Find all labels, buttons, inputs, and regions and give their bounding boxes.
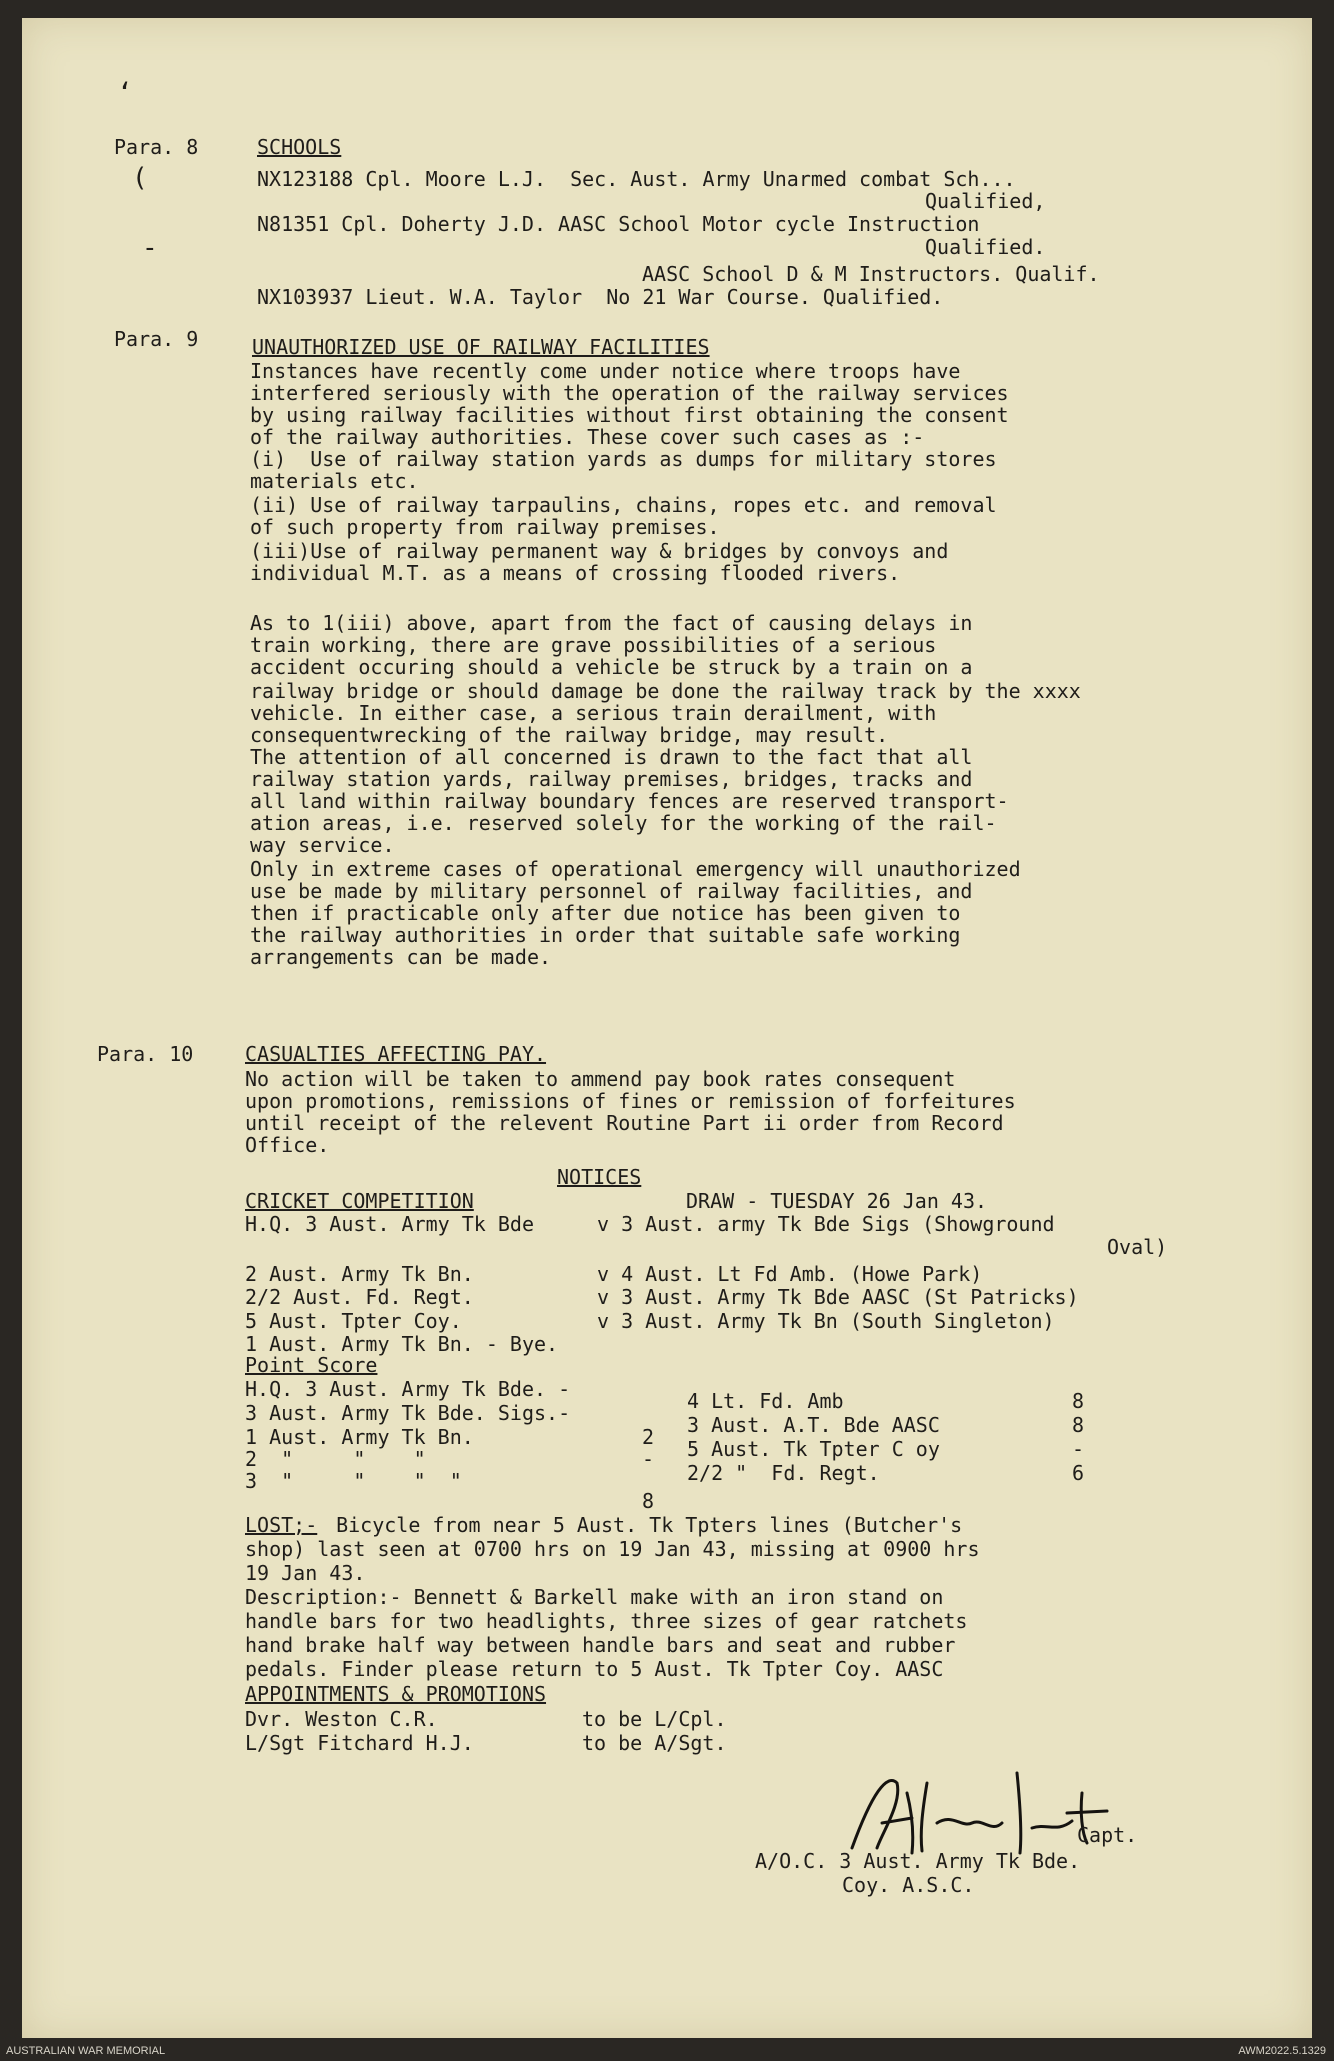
lost-line: pedals. Finder please return to 5 Aust. Tk Tpter Coy. AASC [245, 1657, 944, 1681]
points-left-team: 1 Aust. Army Tk Bn. [245, 1425, 474, 1449]
points-right-team: 2/2 " Fd. Regt. [687, 1461, 880, 1485]
points-right-team: 5 Aust. Tk Tpter C oy [687, 1437, 940, 1461]
para9-line: (i) Use of railway station yards as dumps for military stores [250, 447, 997, 471]
signature-title-2: Coy. A.S.C. [842, 1873, 975, 1897]
para9-line: As to 1(iii) above, apart from the fact of causing delays in [250, 611, 973, 635]
fixture-home: H.Q. 3 Aust. Army Tk Bde [245, 1212, 534, 1236]
para10-line: No action will be taken to ammend pay book rates consequent [245, 1067, 956, 1091]
para8-line: NX103937 Lieut. W.A. Taylor No 21 War Course. Qualified. [257, 285, 944, 309]
footer-left: AUSTRALIAN WAR MEMORIAL [6, 2045, 166, 2057]
lost-line: Description:- Bennett & Barkell make with an iron stand on [245, 1585, 944, 1609]
para9-line: Only in extreme cases of operational emergency will unauthorized [250, 857, 1021, 881]
fixture-home: 2/2 Aust. Fd. Regt. [245, 1285, 474, 1309]
para9-line: individual M.T. as a means of crossing flooded rivers. [250, 561, 901, 585]
fixture-away: Oval) [1107, 1235, 1168, 1259]
points-left-team: 2 " " " [245, 1447, 426, 1471]
para9-line: then if practicable only after due notice has been given to [250, 901, 961, 925]
points-left-team: 3 " " " " [245, 1469, 462, 1493]
para8-heading: SCHOOLS [257, 135, 342, 159]
para10-line: until receipt of the relevent Routine Part ii order from Record [245, 1111, 1004, 1135]
draw-heading: DRAW - TUESDAY 26 Jan 43. [686, 1189, 988, 1213]
para8-line: Qualified. [925, 235, 1046, 259]
para9-line: vehicle. In either case, a serious train derailment, with [250, 701, 937, 725]
points-right-score: 6 [1072, 1461, 1085, 1485]
para9-line: way service. [250, 833, 395, 857]
para9-line: consequentwrecking of the railway bridge, may result. [250, 723, 889, 747]
para9-line: interfered seriously with the operation of the railway services [250, 381, 1009, 405]
para9-line: train working, there are grave possibilities of a serious [250, 633, 937, 657]
points-right-score: 8 [1072, 1389, 1085, 1413]
appointment-rank: to be A/Sgt. [582, 1731, 727, 1755]
points-right-score: 8 [1072, 1413, 1085, 1437]
para9-line: Instances have recently come under notice where troops have [250, 359, 961, 383]
para10-heading: CASUALTIES AFFECTING PAY. [245, 1042, 547, 1066]
para9-line: railway station yards, railway premises, bridges, tracks and [250, 767, 973, 791]
para9-label: Para. 9 [114, 327, 199, 351]
para8-label: Para. 8 [114, 135, 199, 159]
para8-line: AASC School D & M Instructors. Qualif. [642, 262, 1100, 286]
para10-line: upon promotions, remissions of fines or remission of forfeitures [245, 1089, 1016, 1113]
points-left-score: - [642, 1447, 655, 1471]
appointment-name: Dvr. Weston C.R. [245, 1707, 438, 1731]
para9-line: (ii) Use of railway tarpaulins, chains, ropes etc. and removal [250, 493, 997, 517]
cricket-heading: CRICKET COMPETITION [245, 1189, 474, 1213]
points-right-score: - [1072, 1437, 1085, 1461]
para9-line: by using railway facilities without first obtaining the consent [250, 403, 1009, 427]
para8-line: Qualified, [925, 189, 1046, 213]
lost-line: shop) last seen at 0700 hrs on 19 Jan 43, missing at 0900 hrs [245, 1537, 980, 1561]
para9-line: accident occuring should a vehicle be struck by a train on a [250, 655, 973, 679]
margin-mark: ( [132, 163, 148, 193]
para9-line: materials etc. [250, 469, 419, 493]
points-heading: Point Score [245, 1353, 378, 1377]
appointments-heading: APPOINTMENTS & PROMOTIONS [245, 1682, 547, 1706]
fixture-away: v 3 Aust. Army Tk Bn (South Singleton) [597, 1309, 1055, 1333]
appointment-rank: to be L/Cpl. [582, 1707, 727, 1731]
document-page [22, 18, 1312, 2038]
fixture-home: 5 Aust. Tpter Coy. [245, 1309, 462, 1333]
lost-line: hand brake half way between handle bars and seat and rubber [245, 1633, 956, 1657]
para9-line: of such property from railway premises. [250, 515, 720, 539]
points-left-team: H.Q. 3 Aust. Army Tk Bde. - [245, 1377, 571, 1401]
para9-line: the railway authorities in order that suitable safe working [250, 923, 961, 947]
fixture-away: v 4 Aust. Lt Fd Amb. (Howe Park) [597, 1262, 983, 1286]
points-left-team: 3 Aust. Army Tk Bde. Sigs.- [245, 1401, 571, 1425]
para9-line: The attention of all concerned is drawn to the fact that all [250, 745, 973, 769]
fixture-away: v 3 Aust. Army Tk Bde AASC (St Patricks) [597, 1285, 1079, 1309]
fixture-home: 2 Aust. Army Tk Bn. [245, 1262, 474, 1286]
para9-line: of the railway authorities. These cover such cases as :- [250, 425, 925, 449]
para8-line: N81351 Cpl. Doherty J.D. AASC School Motor cycle Instruction [257, 212, 980, 236]
notices-heading: NOTICES [557, 1165, 642, 1189]
signature-rank: Capt. [1077, 1823, 1138, 1847]
lost-line: handle bars for two headlights, three sizes of gear ratchets [245, 1609, 968, 1633]
margin-mark: - [142, 233, 158, 263]
points-left-score: 2 [642, 1425, 655, 1449]
margin-mark: ‘ [117, 78, 133, 108]
para9-line: ation areas, i.e. reserved solely for the working of the rail- [250, 811, 997, 835]
signature-title-1: A/O.C. 3 Aust. Army Tk Bde. [755, 1849, 1081, 1873]
points-left-score: 8 [642, 1489, 655, 1513]
lost-line: Bicycle from near 5 Aust. Tk Tpters lines (Butcher's [312, 1513, 963, 1537]
para9-line: use be made by military personnel of railway facilities, and [250, 879, 973, 903]
points-right-team: 3 Aust. A.T. Bde AASC [687, 1413, 940, 1437]
lost-line: 19 Jan 43. [245, 1561, 366, 1585]
appointment-name: L/Sgt Fitchard H.J. [245, 1731, 474, 1755]
fixture-home: 1 Aust. Army Tk Bn. - Bye. [245, 1332, 559, 1356]
para9-line: railway bridge or should damage be done the railway track by the xxxx [250, 679, 1081, 703]
fixture-away: v 3 Aust. army Tk Bde Sigs (Showground [597, 1212, 1055, 1236]
para8-line: NX123188 Cpl. Moore L.J. Sec. Aust. Army Unarmed combat Sch... [257, 167, 1016, 191]
points-right-team: 4 Lt. Fd. Amb [687, 1389, 844, 1413]
para10-label: Para. 10 [97, 1042, 194, 1066]
footer-right: AWM2022.5.1329 [1238, 2045, 1326, 2057]
para9-line: all land within railway boundary fences are reserved transport- [250, 789, 1009, 813]
para9-line: arrangements can be made. [250, 945, 552, 969]
para9-line: (iii)Use of railway permanent way & bridges by convoys and [250, 539, 949, 563]
lost-heading: LOST;- [245, 1513, 318, 1537]
para10-line: Office. [245, 1133, 330, 1157]
para9-heading: UNAUTHORIZED USE OF RAILWAY FACILITIES [252, 335, 710, 359]
